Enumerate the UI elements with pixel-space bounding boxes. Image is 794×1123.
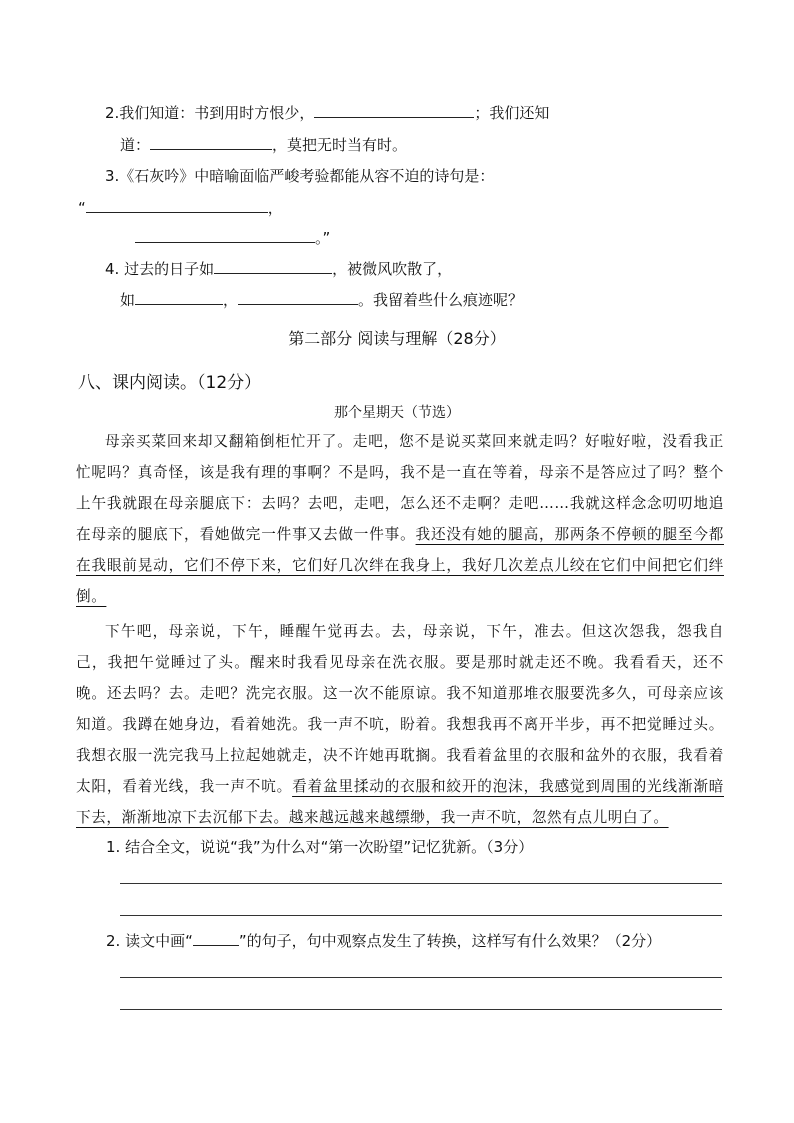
section-heading: 八、课内阅读。（12分） xyxy=(78,373,262,393)
passage-paragraph-1: 母亲买菜回来却又翻箱倒柜忙开了。走吧，您不是说买菜回来就走吗？好啦好啦，没看我正忙呢吗？真奇怪，该是我有理的事啊？不是吗，我不是一直在等着，母亲不是答应过了吗？整个上午我就跟在母亲腿底下：去吗？去吧，走吧，怎么还不走啊？走吧……我就这样念念叨叨地追在母亲的腿底下，看她做完一件事又去做一件事。我还没有她的腿高，那两条不停顿的腿至今都在我眼前晃动，它们不停下来，它们好几次绊在我身上，我好几次差点儿绞在它们中间把它们绊倒。 xyxy=(76,433,724,605)
underlined-sentence: 看着盆里揉动的衣服和絞开的泡沫，我感觉到周围的光线渐渐暗下去，渐渐地凉下去沉郁下去。越来越远越来越缥缈，我一声不吭，忽然有点儿明白了。 xyxy=(76,778,724,826)
fill-question-2-line1: 2.我们知道：书到用时方恨少， ；我们还知 xyxy=(105,104,550,122)
answer-blank[interactable] xyxy=(150,134,272,150)
fill-question-3-line1: “ ， xyxy=(78,199,283,217)
answer-blank[interactable] xyxy=(135,227,315,243)
underlined-sentence: 我还没有她的腿高，那两条不停顿的腿至今都在我眼前晃动，它们不停下来，它们好几次绊在我身上，我好几次差点儿绞在它们中间把它们绊倒。 xyxy=(76,526,724,605)
answer-line[interactable] xyxy=(120,977,722,978)
fill-question-4-line1: 4. 过去的日子如 ，被微风吹散了， xyxy=(105,260,453,278)
passage-title: 那个星期天（节选） xyxy=(334,405,460,421)
answer-blank[interactable] xyxy=(214,258,332,274)
answer-line[interactable] xyxy=(120,915,722,916)
fill-question-3-line2: 。” xyxy=(135,227,330,248)
answer-line[interactable] xyxy=(120,1009,722,1010)
answer-blank[interactable] xyxy=(238,289,358,305)
question-2: 2. 读文中画“ ”的句子，句中观察点发生了转换，这样写有什么效果？（2分） xyxy=(106,932,662,950)
fill-question-3-prompt: 3.《石灰吟》中暗喻面临严峻考验都能从容不迫的诗句是： xyxy=(105,167,495,185)
answer-blank[interactable] xyxy=(314,102,474,118)
underline-sample xyxy=(193,931,239,946)
passage-paragraph-2: 下午吧，母亲说，下午，睡醒午觉再去。去，母亲说，下午，准去。但这次怨我，怨我自己，我把午觉睡过了头。醒来时我看见母亲在洗衣服。要是那时就走还不晚。我看看天，还不晚。还去吗？去。走吧？洗完衣服。这一次不能原谅。我不知道那堆衣服要洗多久，可母亲应该知道。我蹲在她身边，看着她洗。我一声不吭，盼着。我想我再不离开半步，再不把觉睡过头。我想衣服一洗完我马上拉起她就走，决不许她再耽搁。我看着盆里的衣服和盆外的衣服，我看着太阳，看着光线，我一声不吭。看着盆里揉动的衣服和絞开的泡沫，我感觉到周围的光线渐渐暗下去，渐渐地凉下去沉郁下去。越来越远越来越缥缈，我一声不吭，忽然有点儿明白了。 xyxy=(76,623,724,826)
fill-question-2-line2: 道： ，莫把无时当有时。 xyxy=(120,136,408,154)
fill-question-4-line2: 如 ， 。我留着些什么痕迹呢？ xyxy=(120,291,524,309)
answer-blank[interactable] xyxy=(135,289,223,305)
answer-blank[interactable] xyxy=(86,197,268,213)
answer-line[interactable] xyxy=(120,883,722,884)
part-title: 第二部分 阅读与理解（28分） xyxy=(288,329,506,348)
question-1: 1. 结合全文，说说“我”为什么对“第一次盼望”记忆犹新。（3分） xyxy=(106,838,534,856)
